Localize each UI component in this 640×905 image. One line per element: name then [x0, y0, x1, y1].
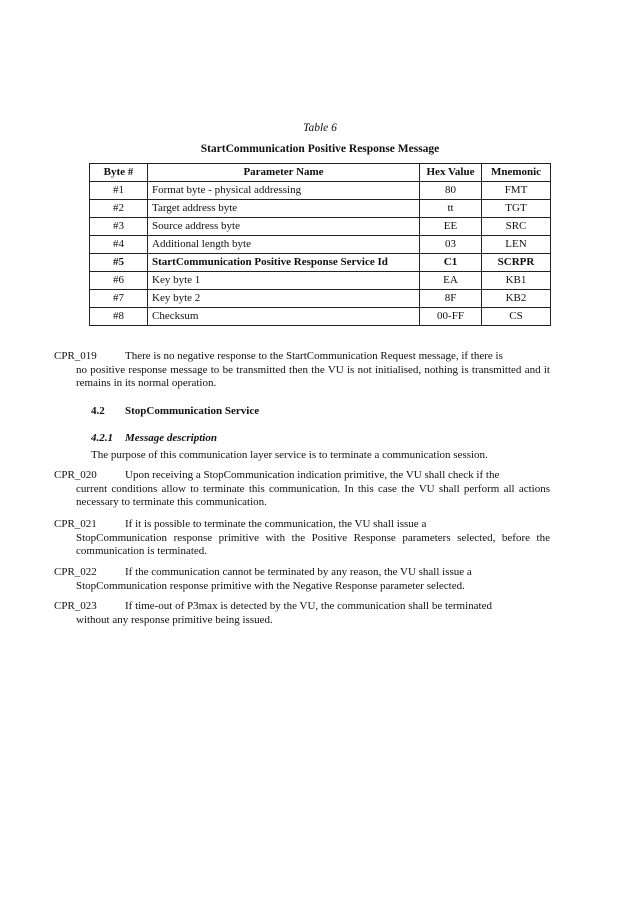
cell-parameter-name: Target address byte — [148, 200, 420, 218]
cell-byte: #3 — [90, 218, 148, 236]
requirement-cpr-020 — [54, 469, 550, 510]
requirement-text-first-line: Upon receiving a StopCommunication indication primitive, the VU shall check if the — [125, 469, 500, 481]
cell-mnemonic: FMT — [482, 182, 551, 200]
cell-parameter-name: Source address byte — [148, 218, 420, 236]
cell-hex-value: 00-FF — [420, 308, 482, 326]
requirement-cpr-021 — [54, 518, 550, 559]
cell-hex-value: 80 — [420, 182, 482, 200]
cell-mnemonic: TGT — [482, 200, 551, 218]
cell-parameter-name: Key byte 2 — [148, 290, 420, 308]
table-row — [90, 182, 551, 200]
requirement-text: without any response primitive being issued. — [76, 613, 273, 626]
table-row — [90, 254, 551, 272]
requirement-id: CPR_019 — [54, 350, 97, 362]
cell-byte: #5 — [90, 254, 148, 272]
header-byte: Byte # — [90, 164, 148, 182]
requirement-text-first-line: There is no negative response to the StartCommunication Request message, if there is — [125, 350, 503, 362]
cell-hex-value: EA — [420, 272, 482, 290]
header-parameter-name: Parameter Name — [148, 164, 420, 182]
requirement-text: StopCommunication response primitive with the Positive Response parameters selected, before the communication is terminated. — [76, 531, 550, 558]
cell-parameter-name: Key byte 1 — [148, 272, 420, 290]
table-title: StartCommunication Positive Response Message — [200, 143, 440, 155]
cell-hex-value: 8F — [420, 290, 482, 308]
cell-mnemonic: SRC — [482, 218, 551, 236]
table-body — [90, 182, 551, 326]
header-mnemonic: Mnemonic — [482, 164, 551, 182]
requirement-text: StopCommunication response primitive with the Negative Response parameter selected. — [76, 579, 465, 592]
cell-mnemonic: CS — [482, 308, 551, 326]
requirement-id: CPR_020 — [54, 469, 97, 481]
section-title: StopCommunication Service — [125, 405, 260, 417]
table-row — [90, 218, 551, 236]
table-row — [90, 308, 551, 326]
cell-byte: #2 — [90, 200, 148, 218]
requirement-id: CPR_022 — [54, 566, 97, 578]
section-number: 4.2 — [91, 405, 105, 417]
requirement-text: no positive response message to be transmitted then the VU is not initialised, nothing is transmitted and it remains in its normal operation. — [76, 363, 550, 390]
cell-byte: #4 — [90, 236, 148, 254]
table-header-row — [90, 164, 551, 182]
cell-mnemonic: KB1 — [482, 272, 551, 290]
cell-byte: #8 — [90, 308, 148, 326]
section-heading-4-2 — [91, 405, 259, 417]
cell-mnemonic: LEN — [482, 236, 551, 254]
cell-hex-value: 03 — [420, 236, 482, 254]
section-title: Message description — [125, 432, 217, 444]
purpose-paragraph: The purpose of this communication layer service is to terminate a communication session. — [91, 449, 488, 461]
cell-mnemonic: SCRPR — [482, 254, 551, 272]
requirement-cpr-022 — [54, 566, 550, 593]
requirement-text-first-line: If it is possible to terminate the communication, the VU shall issue a — [125, 518, 427, 530]
table-caption: Table 6 — [303, 122, 337, 134]
requirement-text-first-line: If the communication cannot be terminated by any reason, the VU shall issue a — [125, 566, 472, 578]
section-heading-4-2-1 — [91, 432, 217, 444]
cell-mnemonic: KB2 — [482, 290, 551, 308]
header-hex-value: Hex Value — [420, 164, 482, 182]
cell-byte: #6 — [90, 272, 148, 290]
start-communication-response-table — [89, 163, 551, 326]
cell-parameter-name: Checksum — [148, 308, 420, 326]
table-row — [90, 236, 551, 254]
table-row — [90, 200, 551, 218]
section-number: 4.2.1 — [91, 432, 113, 444]
cell-byte: #1 — [90, 182, 148, 200]
cell-parameter-name: Additional length byte — [148, 236, 420, 254]
cell-parameter-name: StartCommunication Positive Response Service Id — [148, 254, 420, 272]
requirement-cpr-023 — [54, 600, 550, 627]
requirement-cpr-019 — [54, 350, 550, 391]
requirement-id: CPR_021 — [54, 518, 97, 530]
cell-hex-value: tt — [420, 200, 482, 218]
cell-hex-value: EE — [420, 218, 482, 236]
table-row — [90, 272, 551, 290]
requirement-id: CPR_023 — [54, 600, 97, 612]
table-row — [90, 290, 551, 308]
requirement-text: current conditions allow to terminate this communication. In this case the VU shall perform all actions necessary to terminate this communication. — [76, 482, 550, 509]
cell-byte: #7 — [90, 290, 148, 308]
requirement-text-first-line: If time-out of P3max is detected by the VU, the communication shall be terminated — [125, 600, 492, 612]
cell-hex-value: C1 — [420, 254, 482, 272]
cell-parameter-name: Format byte - physical addressing — [148, 182, 420, 200]
